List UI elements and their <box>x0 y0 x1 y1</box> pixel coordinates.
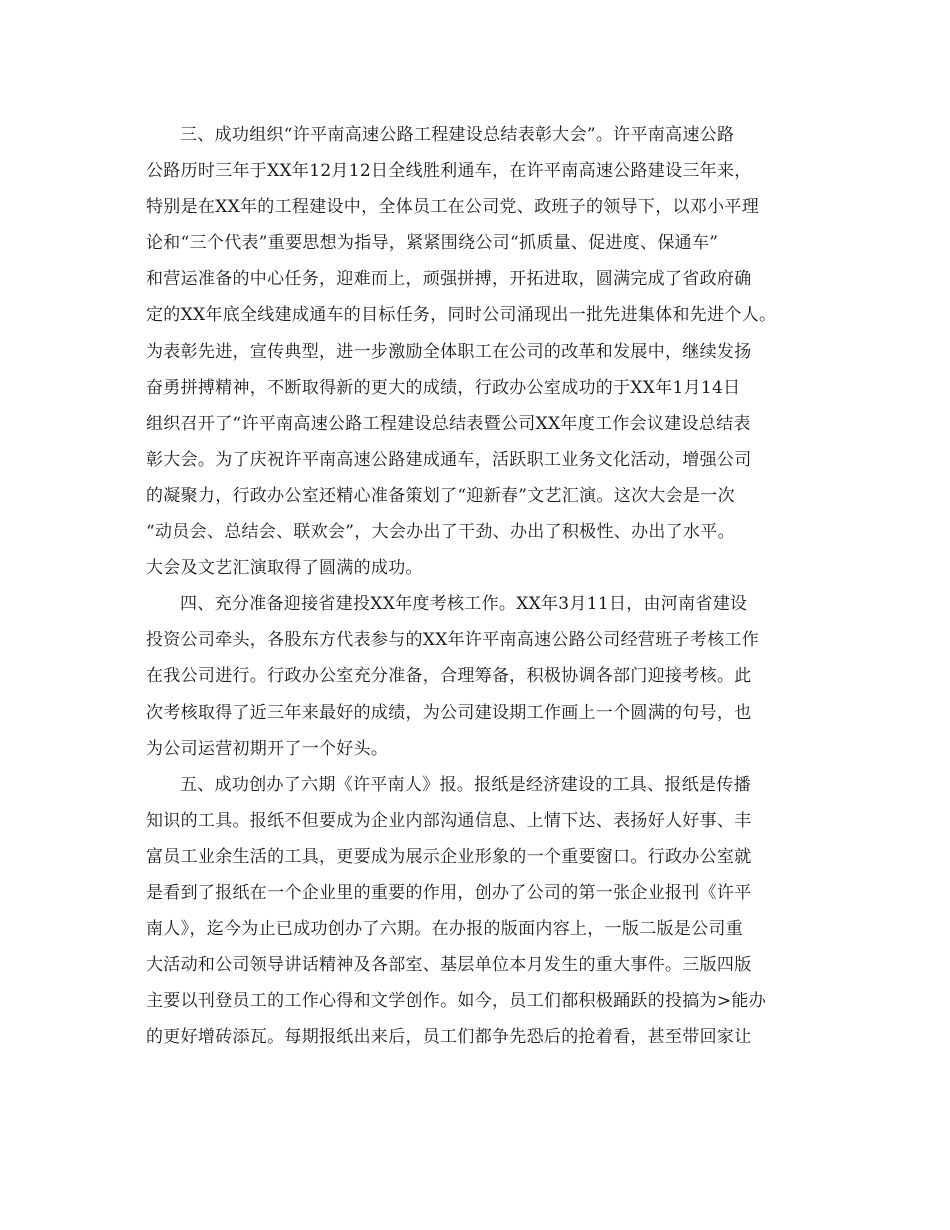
paragraph-3-line-8: 的更好增砖添瓦。每期报纸出来后，员工们都争先恐后的抢着看，甚至带回家让 <box>146 1027 752 1048</box>
paragraph-3-line-6: 大活动和公司领导讲话精神及各部室、基层单位本月发生的重大事件。三版四版 <box>146 955 752 976</box>
paragraph-1-line-10: 彰大会。为了庆祝许平南高速公路建成通车，活跃职工业务文化活动，增强公司 <box>146 449 752 470</box>
paragraph-1-line-12: “动员会、总结会、联欢会”，大会办出了干劲、办出了积极性、办出了水平。 <box>146 522 735 543</box>
paragraph-2-line-1: 四、充分准备迎接省建投XX年度考核工作。XX年3月11日，由河南省建设 <box>180 594 748 615</box>
paragraph-3-line-4: 是看到了报纸在一个企业里的重要的作用，创办了公司的第一张企业报刊《许平 <box>146 882 752 903</box>
paragraph-1-line-9: 组织召开了“许平南高速公路工程建设总结表暨公司XX年度工作会议建设总结表 <box>146 413 751 434</box>
paragraph-1-line-2: 公路历时三年于XX年12月12日全线胜利通车，在许平南高速公路建设三年来， <box>146 161 752 182</box>
paragraph-3-line-5: 南人》，迄今为止已成功创办了六期。在办报的版面内容上，一版二版是公司重 <box>146 919 743 940</box>
paragraph-3-line-7: 主要以刊登员工的工作心得和文学创作。如今，员工们都积极踊跃的投搞为>能办 <box>146 991 767 1012</box>
paragraph-3-line-1: 五、成功创办了六期《许平南人》报。报纸是经济建设的工具、报纸是传播 <box>180 774 751 795</box>
paragraph-1-line-7: 为表彰先进，宣传典型，进一步激励全体职工在公司的改革和发展中，继续发扬 <box>146 341 752 362</box>
paragraph-1-line-5: 和营运准备的中心任务，迎难而上，顽强拼搏，开拓进取，圆满完成了省政府确 <box>146 269 752 290</box>
paragraph-2-line-3: 在我公司进行。行政办公室充分准备，合理筹备，积极协调各部门迎接考核。此 <box>146 666 752 687</box>
paragraph-1-line-13: 大会及文艺汇演取得了圆满的成功。 <box>146 558 423 579</box>
body-text <box>146 117 826 1055</box>
paragraph-3-line-2: 知识的工具。报纸不但要成为企业内部沟通信息、上情下达、表扬好人好事、丰 <box>146 810 752 831</box>
paragraph-2-line-5: 为公司运营初期开了一个好头。 <box>146 738 389 759</box>
paragraph-1-line-3: 特别是在XX年的工程建设中，全体员工在公司党、政班子的领导下，以邓小平理 <box>146 197 760 218</box>
paragraph-2-line-4: 次考核取得了近三年来最好的成绩，为公司建设期工作画上一个圆满的句号，也 <box>146 702 752 723</box>
paragraph-1-line-4: 论和“三个代表”重要思想为指导，紧紧围绕公司“抓质量、促进度、保通车” <box>146 233 719 254</box>
paragraph-3-line-3: 富员工业余生活的工具，更要成为展示企业形象的一个重要窗口。行政办公室就 <box>146 846 752 867</box>
paragraph-1-line-1: 三、成功组织“许平南高速公路工程建设总结表彰大会”。许平南高速公路 <box>180 125 735 145</box>
paragraph-1-line-8: 奋勇拼搏精神，不断取得新的更大的成绩，行政办公室成功的于XX年1月14日 <box>146 377 741 398</box>
paragraph-1-line-6: 定的XX年底全线建成通车的目标任务，同时公司涌现出一批先进集体和先进个人。 <box>146 305 777 326</box>
paragraph-2-line-2: 投资公司牵头，各股东方代表参与的XX年许平南高速公路公司经营班子考核工作 <box>146 630 760 651</box>
paragraph-1-line-11: 的凝聚力，行政办公室还精心准备策划了“迎新春”文艺汇演。这次大会是一次 <box>146 485 735 506</box>
